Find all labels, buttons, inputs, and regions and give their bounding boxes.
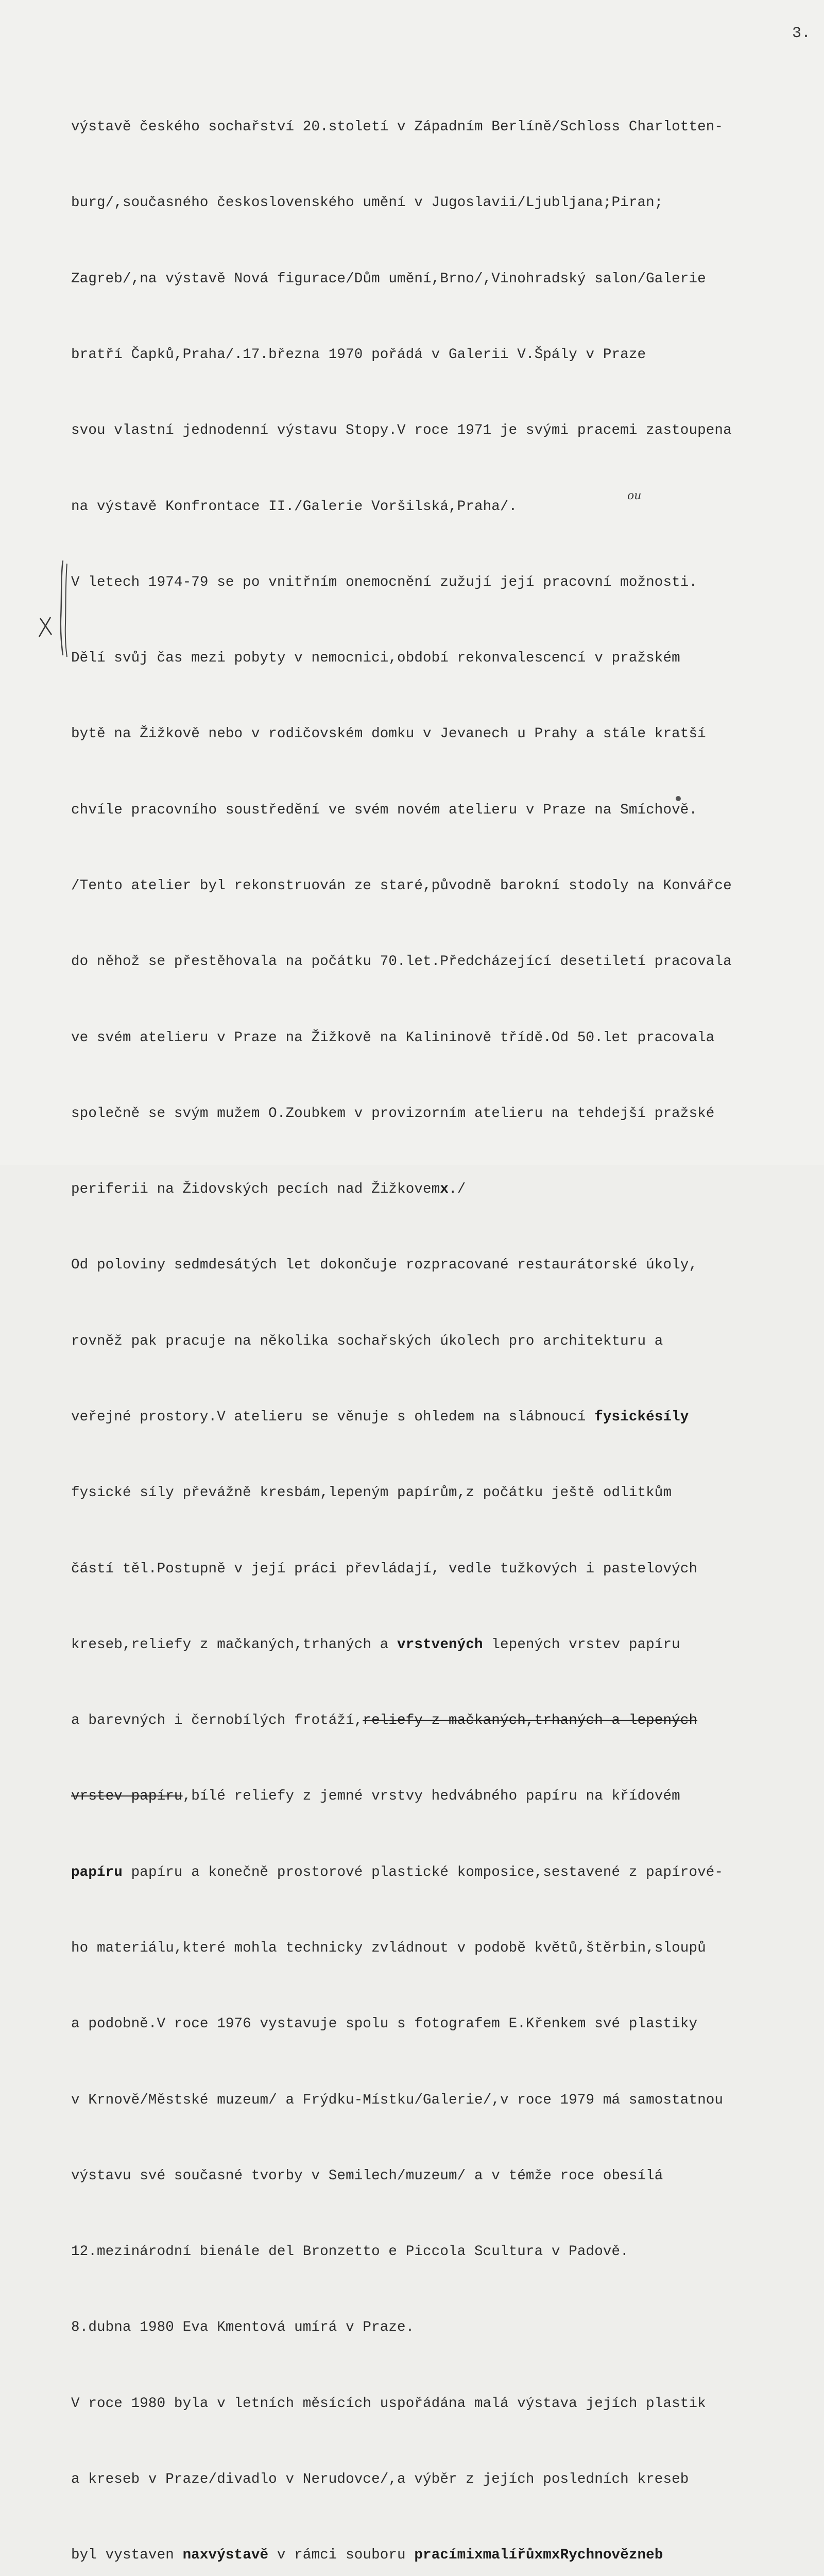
text-line: papíru papíru a konečně prostorové plastické komposice,sestavené z papírové- bbox=[71, 1864, 724, 1880]
margin-correction-mark bbox=[31, 556, 72, 659]
text-line: kreseb,reliefy z mačkaných,trhaných a vrstvených lepených vrstev papíru bbox=[71, 1636, 680, 1653]
text-line: na výstavě Konfrontace II./Galerie Voršilská,Praha/. bbox=[71, 498, 518, 515]
text-line: V letech 1974-79 se po vnitřním onemocnění zužují její pracovní možnosti. bbox=[71, 574, 698, 590]
text-line: bratří Čapků,Praha/.17.března 1970 pořádá v Galerii V.Špály v Praze bbox=[71, 347, 646, 363]
crossed-out-text: pracímixmalířůxmxRychnovězneb bbox=[414, 2547, 663, 2564]
text-line: V roce 1980 byla v letních měsících uspořádána malá výstava jejích plastik bbox=[71, 2395, 706, 2412]
crossed-out-text: vrstvených bbox=[397, 1636, 483, 1653]
text-line: Dělí svůj čas mezi pobyty v nemocnici,období rekonvalescencí v pražském bbox=[71, 650, 680, 667]
struck-through-text: vrstev papíru bbox=[71, 1788, 183, 1805]
text-line: částí těl.Postupně v její práci převládají, vedle tužkových i pastelových bbox=[71, 1561, 698, 1577]
text-line: bytě na Žižkově nebo v rodičovském domku v Jevanech u Prahy a stále kratší bbox=[71, 726, 706, 742]
text-line: periferii na Židovských pecích nad Žižkovemx./ bbox=[71, 1181, 466, 1198]
text-line: burg/,současného československého umění v Jugoslavii/Ljubljana;Piran; bbox=[71, 195, 663, 211]
text-line: veřejné prostory.V atelieru se věnuje s ohledem na slábnoucí fysickésíly bbox=[71, 1409, 689, 1425]
typewritten-body bbox=[71, 64, 813, 2576]
text-line: Zagreb/,na výstavě Nová figurace/Dům umění,Brno/,Vinohradský salon/Galerie bbox=[71, 270, 706, 287]
text-line: vrstev papíru,bílé reliefy z jemné vrstvy hedvábného papíru na křídovém bbox=[71, 1788, 680, 1805]
crossed-out-text: naxvýstavě bbox=[182, 2547, 269, 2564]
ink-dot bbox=[676, 796, 681, 801]
text-line: 12.mezinárodní bienále del Bronzetto e Piccola Scultura v Padově. bbox=[71, 2244, 629, 2260]
text-line: do něhož se přestěhovala na počátku 70.let.Předcházející desetiletí pracovala bbox=[71, 954, 732, 970]
text-line: ve svém atelieru v Praze na Žižkově na Kalininově třídě.Od 50.let pracovala bbox=[71, 1029, 715, 1046]
struck-through-text: reliefy z mačkaných,trhaných a lepených bbox=[363, 1713, 698, 1729]
crossed-out-text: papíru bbox=[71, 1864, 123, 1880]
text-line: /Tento atelier byl rekonstruován ze staré,původně barokní stodoly na Konvářce bbox=[71, 878, 732, 894]
text-line: výstavu své současné tvorby v Semilech/muzeum/ a v témže roce obesílá bbox=[71, 2167, 663, 2184]
text-line: rovněž pak pracuje na několika sochařských úkolech pro architekturu a bbox=[71, 1333, 663, 1349]
text-line: chvíle pracovního soustředění ve svém novém atelieru v Praze na Smíchově. bbox=[71, 802, 698, 818]
text-line: v Krnově/Městské muzeum/ a Frýdku-Místku/Galerie/,v roce 1979 má samostatnou bbox=[71, 2092, 724, 2108]
crossed-out-text: fysickésíly bbox=[594, 1409, 689, 1425]
text-line: 8.dubna 1980 Eva Kmentová umírá v Praze. bbox=[71, 2319, 415, 2336]
text-line: výstavě českého sochařství 20.století v Západním Berlíně/Schloss Charlotten- bbox=[71, 119, 724, 135]
text-line: fysické síly převážně kresbám,lepeným papírům,z počátku ještě odlitkům bbox=[71, 1485, 672, 1501]
text-line: byl vystaven naxvýstavě v rámci souboru pracímixmalířůxmxRychnovězneb bbox=[71, 2547, 663, 2564]
text-line: a podobně.V roce 1976 vystavuje spolu s fotografem E.Křenkem své plastiky bbox=[71, 2016, 698, 2032]
text-line: a kreseb v Praze/divadlo v Nerudovce/,a výběr z jejích posledních kreseb bbox=[71, 2471, 689, 2487]
page-number: 3. bbox=[792, 25, 811, 42]
crossed-out-text: x bbox=[440, 1181, 449, 1198]
text-line: ho materiálu,které mohla technicky zvládnout v podobě květů,štěrbin,sloupů bbox=[71, 1940, 706, 1956]
handwritten-insertion: ou bbox=[627, 489, 642, 502]
text-line: Od poloviny sedmdesátých let dokončuje rozpracované restaurátorské úkoly, bbox=[71, 1257, 698, 1274]
text-line: svou vlastní jednodenní výstavu Stopy.V roce 1971 je svými pracemi zastoupena bbox=[71, 422, 732, 439]
text-line: společně se svým mužem O.Zoubkem v provizorním atelieru na tehdejší pražské bbox=[71, 1105, 715, 1122]
text-line: a barevných i černobílých frotáží,reliefy z mačkaných,trhaných a lepených bbox=[71, 1713, 698, 1729]
